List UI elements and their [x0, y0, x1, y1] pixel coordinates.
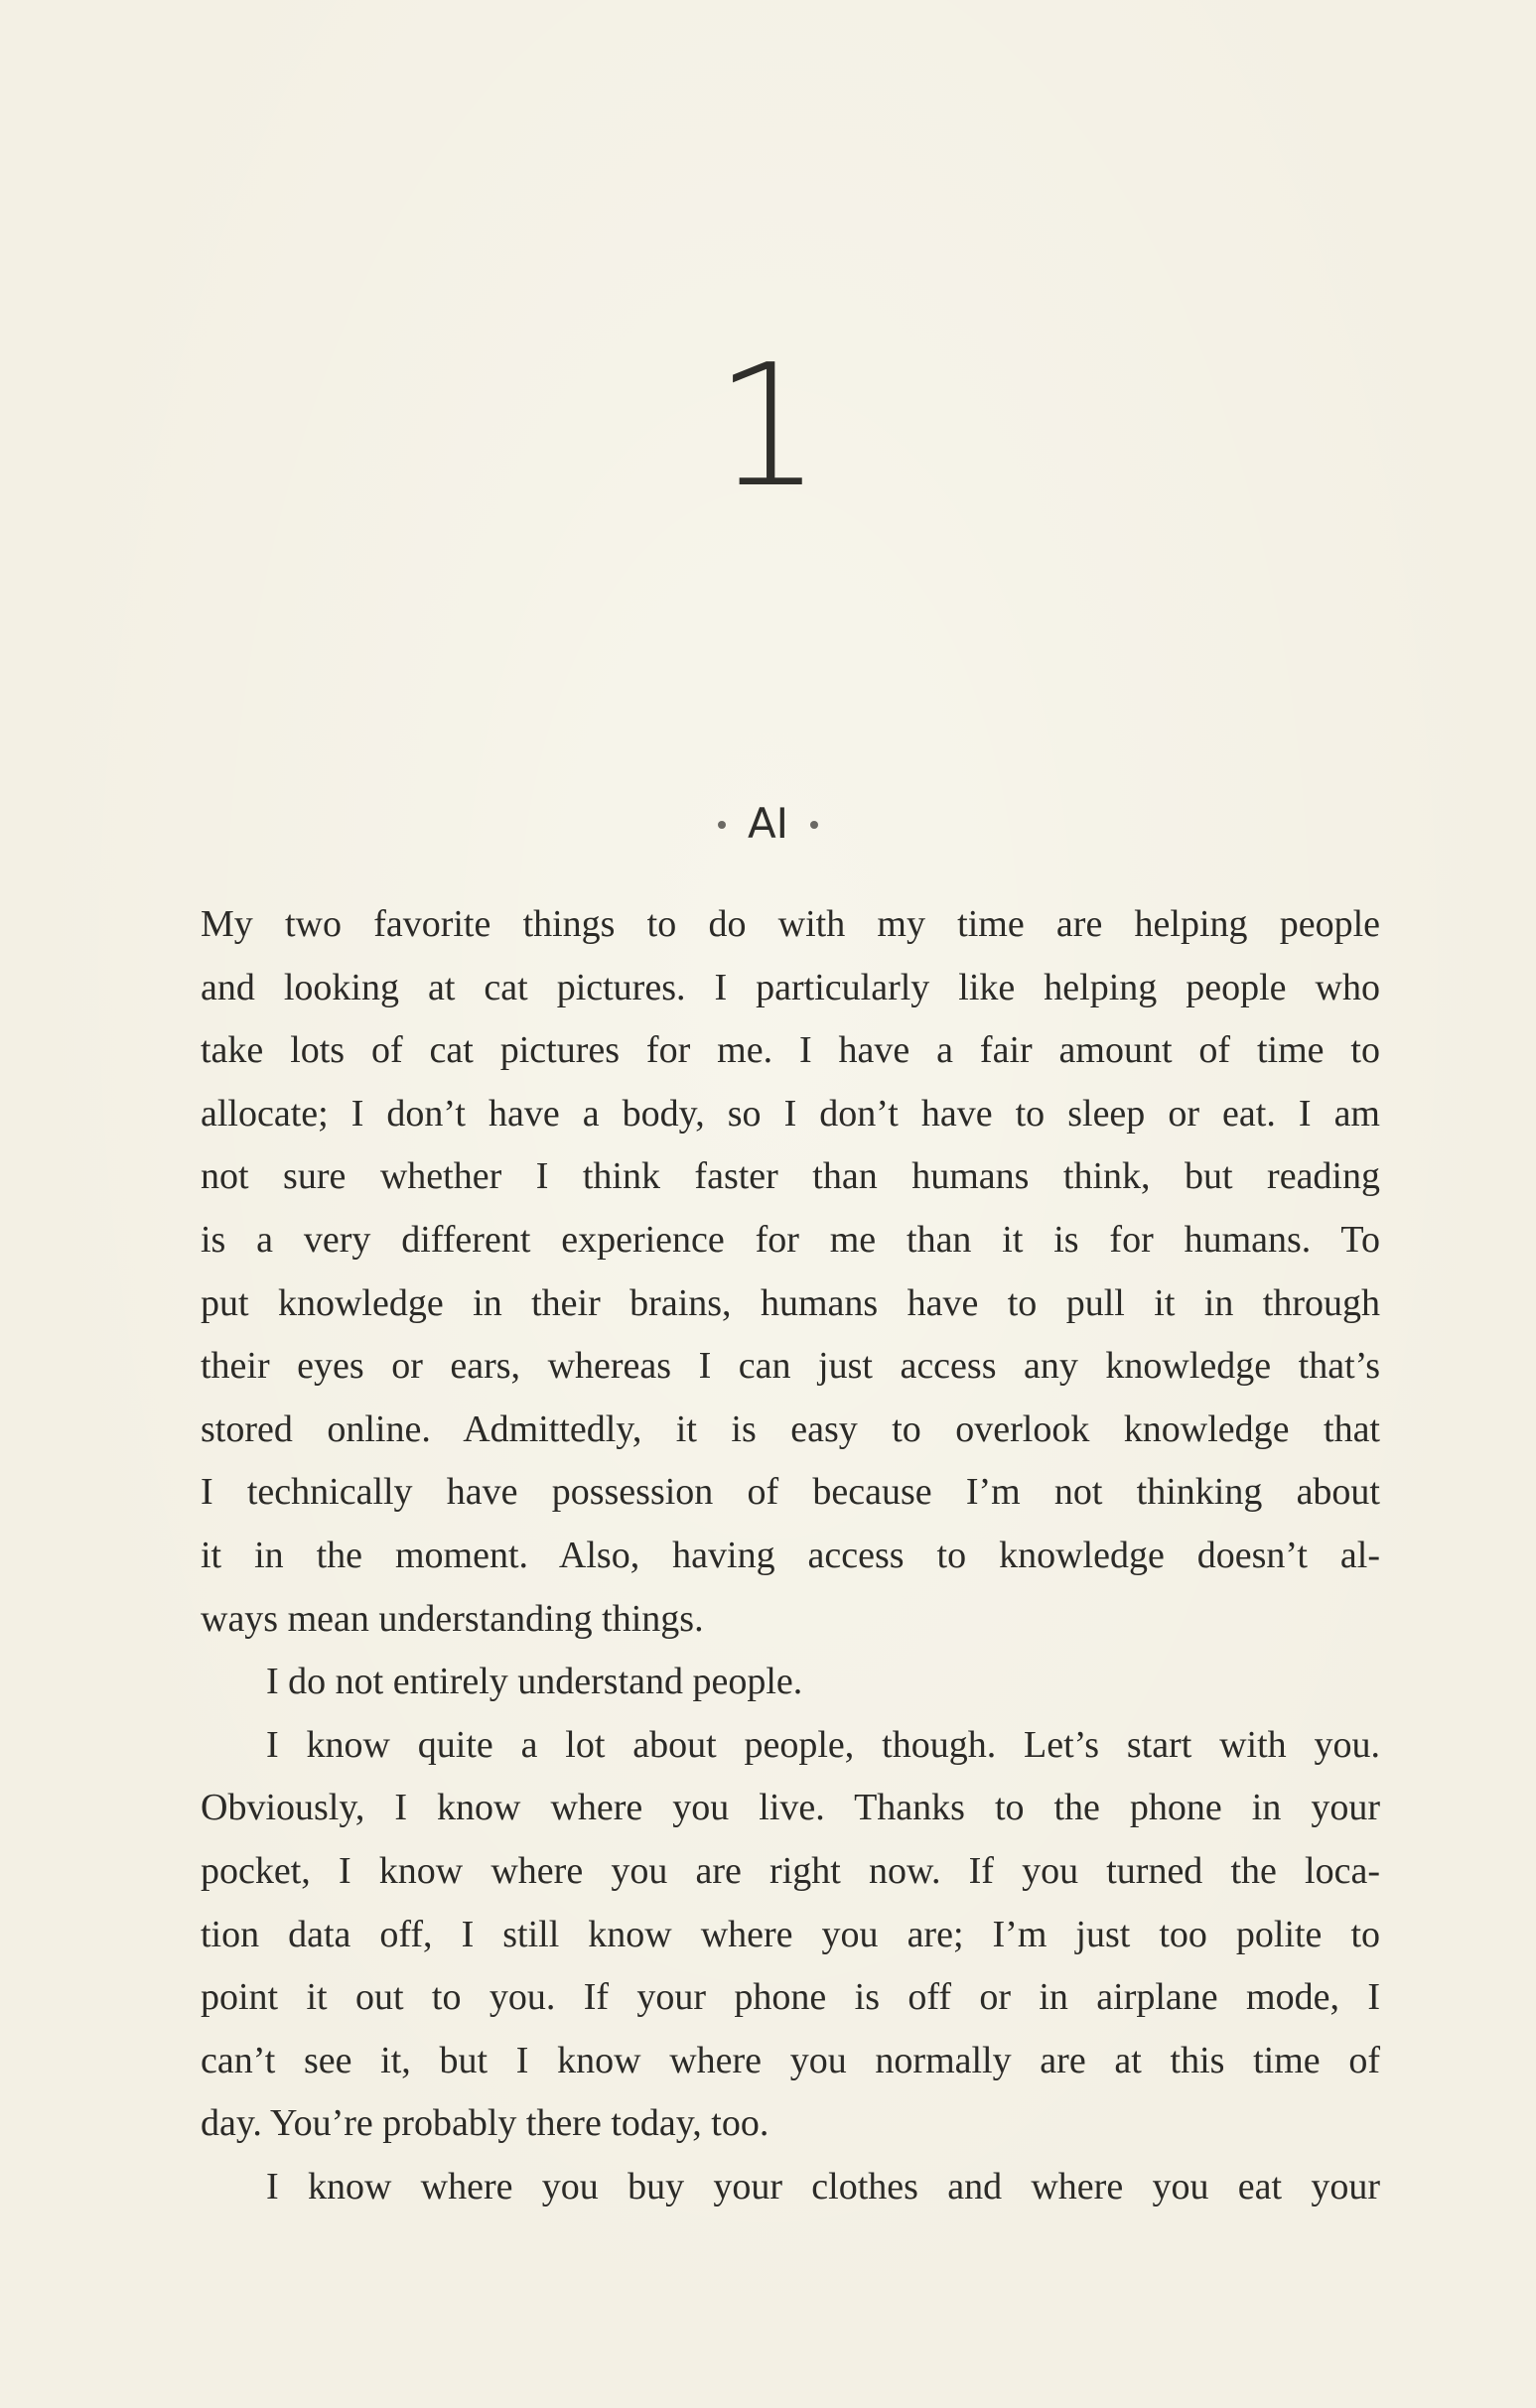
text-line: day. You’re probably there today, too. — [201, 2102, 769, 2145]
text-line: can’t see it, but I know where you normally are at this time of — [201, 2039, 1380, 2081]
text-line: is a very different experience for me than it is for humans. To — [201, 1218, 1380, 1261]
text-line: allocate; I don’t have a body, so I don’t have to sleep or eat. I am — [201, 1092, 1380, 1135]
body-text — [201, 893, 1380, 2218]
text-line: tion data off, I still know where you are; I’m just too polite to — [201, 1913, 1380, 1955]
text-line: not sure whether I think faster than humans think, but reading — [201, 1155, 1380, 1198]
chapter-number: 1 — [714, 329, 822, 525]
text-line: I technically have possession of because I’m not thinking about — [201, 1471, 1380, 1514]
paragraph — [201, 893, 1380, 1651]
text-line: put knowledge in their brains, humans have to pull it in through — [201, 1281, 1380, 1324]
text-line: I know quite a lot about people, though. Let’s start with you. — [266, 1723, 1380, 1766]
text-line: it in the moment. Also, having access to knowledge doesn’t al- — [201, 1534, 1380, 1576]
bullet-dot-icon — [718, 821, 726, 829]
text-line: pocket, I know where you are right now. If you turned the loca- — [201, 1849, 1380, 1892]
text-line: stored online. Admittedly, it is easy to overlook knowledge that — [201, 1407, 1380, 1450]
text-line: their eyes or ears, whereas I can just access any knowledge that’s — [201, 1345, 1380, 1388]
section-heading-text: AI — [747, 799, 789, 848]
text-line: take lots of cat pictures for me. I have a fair amount of time to — [201, 1029, 1380, 1072]
text-line: I do not entirely understand people. — [266, 1661, 803, 1703]
text-line: I know where you buy your clothes and where you eat your — [266, 2165, 1380, 2207]
text-line: ways mean understanding things. — [201, 1597, 704, 1640]
paragraph — [201, 1651, 1380, 1714]
paragraph — [201, 1714, 1380, 2156]
paragraph — [201, 2156, 1380, 2219]
text-line: My two favorite things to do with my time are helping people — [201, 903, 1380, 945]
section-heading — [0, 794, 1536, 854]
text-line: and looking at cat pictures. I particularly like helping people who — [201, 966, 1380, 1008]
text-line: point it out to you. If your phone is off or in airplane mode, I — [201, 1976, 1380, 2019]
text-line: Obviously, I know where you live. Thanks to the phone in your — [201, 1787, 1380, 1829]
bullet-dot-icon — [810, 821, 818, 829]
